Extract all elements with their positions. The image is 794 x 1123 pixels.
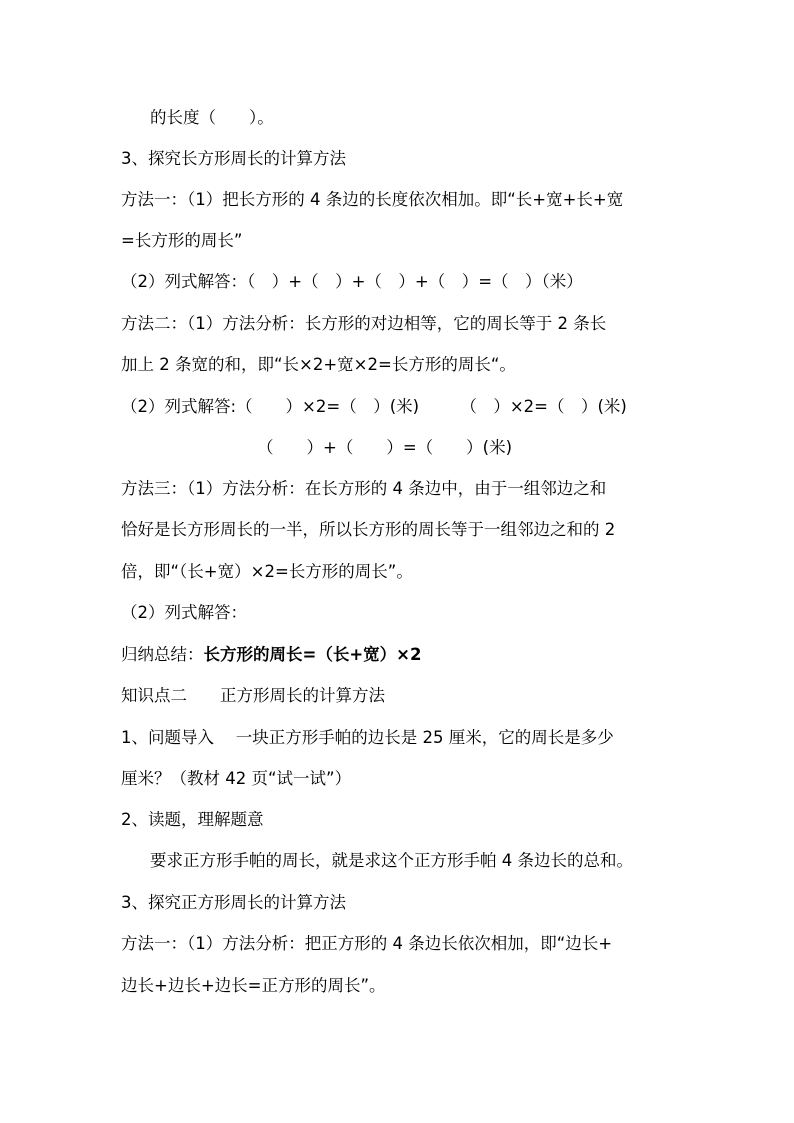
text-line-13: （2）列式解答：	[121, 603, 247, 622]
text-line-12: 倍，即“（长+宽）×2=长方形的周长”。	[121, 562, 413, 581]
summary-formula: 长方形的周长=（长+宽）×2	[203, 645, 422, 664]
text-line-5: （2）列式解答：（ ）+（ ）+（ ）+（ ）=（ ）（米）	[121, 272, 583, 291]
text-line-9: （ ）+（ ）=（ ）(米)	[257, 438, 513, 457]
text-line-23: 边长+边长+边长=正方形的周长”。	[121, 976, 386, 995]
text-line-8: （2）列式解答:（ ）×2=（ ）(米) （ ）×2=（ ）(米)	[121, 397, 627, 416]
section-heading-square-method: 3、探究正方形周长的计算方法	[121, 893, 346, 912]
section-heading-knowledge-point-2: 知识点二 正方形周长的计算方法	[121, 686, 385, 705]
text-line-11: 恰好是长方形周长的一半，所以长方形的周长等于一组邻边之和的 2	[121, 520, 616, 539]
text-line-19: 2、读题，理解题意	[121, 810, 264, 829]
text-line-6: 方法二：（1）方法分析：长方形的对边相等，它的周长等于 2 条长	[121, 314, 607, 333]
summary-label: 归纳总结：	[121, 645, 204, 664]
text-line-17: 1、问题导入 一块正方形手帕的边长是 25 厘米，它的周长是多少	[121, 728, 614, 747]
text-line-7: 加上 2 条宽的和，即“长×2+宽×2=长方形的周长“。	[121, 355, 516, 374]
text-line-1: 的长度（ ）。	[150, 108, 274, 127]
text-line-18: 厘米？（教材 42 页“试一试”）	[121, 769, 352, 788]
section-heading-rect-method: 3、探究长方形周长的计算方法	[121, 149, 346, 168]
text-line-4: =长方形的周长”	[121, 231, 243, 250]
text-line-20: 要求正方形手帕的周长，就是求这个正方形手帕 4 条边长的总和。	[150, 851, 633, 870]
text-line-22: 方法一：（1）方法分析：把正方形的 4 条边长依次相加，即“边长+	[121, 934, 613, 953]
text-line-10: 方法三：（1）方法分析：在长方形的 4 条边中，由于一组邻边之和	[121, 479, 607, 498]
summary-line	[121, 644, 451, 666]
text-line-3: 方法一：（1）把长方形的 4 条边的长度依次相加。即“长+宽+长+宽	[121, 190, 624, 209]
